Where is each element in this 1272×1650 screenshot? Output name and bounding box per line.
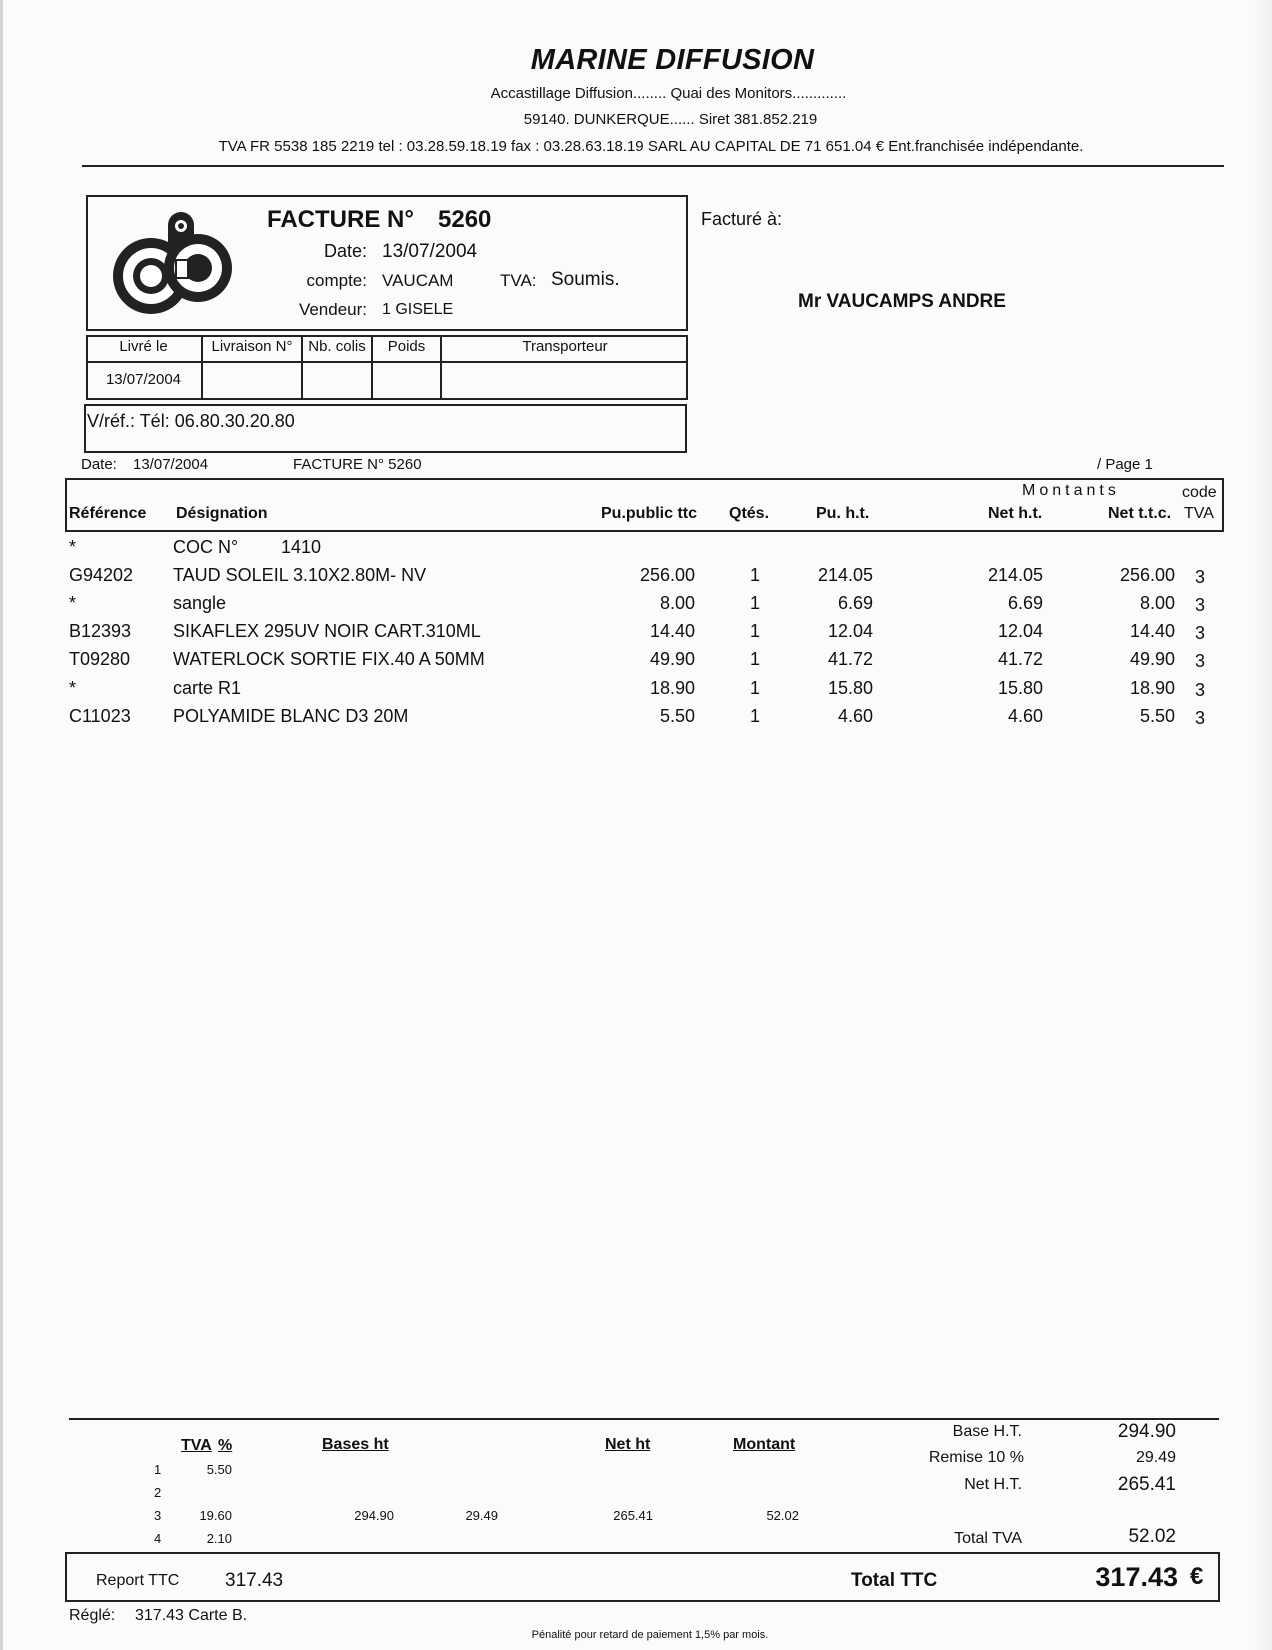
cell-reference: * xyxy=(69,678,77,698)
coc-number: 1410 xyxy=(281,537,322,557)
euro-icon: € xyxy=(1190,1563,1204,1590)
cell-public-price: 5.50 xyxy=(659,706,695,726)
coc-label: COC N° xyxy=(173,537,239,557)
cell-reference: B12393 xyxy=(69,621,132,641)
cell-reference: T09280 xyxy=(69,649,131,669)
col-header-amounts: Montants xyxy=(1022,482,1120,499)
report-ttc-label: Report TTC xyxy=(96,1572,180,1589)
reference-phone: V/réf.: Tél: 06.80.30.20.80 xyxy=(87,411,295,431)
cell-net-ht: 15.80 xyxy=(997,678,1043,698)
tva-header-net: Net ht xyxy=(605,1436,651,1453)
cell-unit-price: 15.80 xyxy=(827,678,873,698)
net-ht-label: Net H.T. xyxy=(964,1476,1022,1493)
cell-designation: WATERLOCK SORTIE FIX.40 A 50MM xyxy=(173,649,485,669)
tva-row-rate: 5.50 xyxy=(206,1462,232,1477)
cell-designation: POLYAMIDE BLANC D3 20M xyxy=(173,706,409,726)
cell-net-ht: 6.69 xyxy=(1007,593,1043,613)
delivery-header-packages: Nb. colis xyxy=(308,338,366,355)
tva-row-net: 265.41 xyxy=(613,1508,653,1523)
billed-to-name: Mr VAUCAMPS ANDRE xyxy=(798,291,1006,312)
discount-label: Remise 10 % xyxy=(928,1449,1024,1466)
cell-unit-price: 12.04 xyxy=(827,621,873,641)
col-header-tva: TVA xyxy=(1184,505,1214,522)
scan-left-edge xyxy=(0,0,3,1650)
base-ht-value: 294.90 xyxy=(1117,1421,1176,1442)
col-header-code: code xyxy=(1182,484,1217,501)
discount-value: 29.49 xyxy=(1135,1449,1176,1466)
col-header-net-ttc: Net t.t.c. xyxy=(1108,505,1172,522)
footer-divider xyxy=(69,1418,1219,1420)
cell-quantity: 1 xyxy=(749,706,760,726)
subheader-date: 13/07/2004 xyxy=(133,456,209,473)
cell-public-price: 18.90 xyxy=(649,678,695,698)
tva-row-remise: 29.49 xyxy=(465,1508,498,1523)
cell-net-ttc: 18.90 xyxy=(1129,678,1175,698)
cell-quantity: 1 xyxy=(749,621,760,641)
cell-quantity: 1 xyxy=(749,593,760,613)
cell-designation: TAUD SOLEIL 3.10X2.80M- NV xyxy=(173,565,427,585)
cell-net-ht: 214.05 xyxy=(987,565,1043,585)
invoice-tva-status: Soumis. xyxy=(551,269,620,290)
page-number: / Page 1 xyxy=(1097,456,1153,473)
total-ttc-value: 317.43 xyxy=(1095,1562,1178,1592)
col-header-unit-price: Pu. h.t. xyxy=(816,505,870,522)
tva-header-label: TVA xyxy=(181,1437,212,1454)
cell-net-ttc: 5.50 xyxy=(1139,706,1175,726)
col-header-public-price: Pu.public ttc xyxy=(601,505,697,522)
invoice-seller: 1 GISELE xyxy=(382,301,454,318)
subheader-date-label: Date: xyxy=(81,456,117,473)
cell-unit-price: 41.72 xyxy=(827,649,873,669)
company-name: MARINE DIFFUSION xyxy=(530,44,815,76)
cell-reference: G94202 xyxy=(69,565,134,585)
cell-public-price: 49.90 xyxy=(649,649,695,669)
cell-public-price: 8.00 xyxy=(659,593,695,613)
delivery-date: 13/07/2004 xyxy=(105,371,182,388)
cell-net-ttc: 14.40 xyxy=(1129,621,1175,641)
cell-net-ttc: 256.00 xyxy=(1119,565,1175,585)
invoice-date-label: Date: xyxy=(323,241,367,261)
header-divider xyxy=(82,165,1224,167)
cell-tva-code: 3 xyxy=(1195,567,1206,587)
cell-tva-code: 3 xyxy=(1195,595,1206,615)
report-ttc-value: 317.43 xyxy=(225,1570,284,1591)
invoice-number: 5260 xyxy=(438,206,492,233)
cell-public-price: 256.00 xyxy=(639,565,695,585)
cell-tva-code: 3 xyxy=(1195,708,1206,728)
cell-designation: carte R1 xyxy=(173,678,242,698)
total-tva-label: Total TVA xyxy=(954,1530,1022,1547)
subheader-invoice: FACTURE N° 5260 xyxy=(293,456,422,473)
cell-tva-code: 3 xyxy=(1195,651,1206,671)
company-legal-line: TVA FR 5538 185 2219 tel : 03.28.59.18.19 fax : 03.28.63.18.19 SARL AU CAPITAL DE 71 651.04 € Ent.franchisée indépendante. xyxy=(218,138,1084,155)
tva-header-percent: % xyxy=(218,1437,233,1454)
delivery-header-weight: Poids xyxy=(387,338,426,355)
col-header-reference: Référence xyxy=(69,505,147,522)
tva-row-index: 3 xyxy=(154,1508,162,1523)
tva-row-amount: 52.02 xyxy=(766,1508,799,1523)
cell-unit-price: 4.60 xyxy=(837,706,873,726)
delivery-table-divider xyxy=(86,361,688,363)
net-ht-value: 265.41 xyxy=(1117,1474,1176,1495)
paid-value: 317.43 Carte B. xyxy=(135,1607,248,1624)
cell-net-ttc: 49.90 xyxy=(1129,649,1175,669)
cell-reference: * xyxy=(69,593,77,613)
cell-net-ht: 41.72 xyxy=(997,649,1043,669)
cell-public-price: 14.40 xyxy=(649,621,695,641)
delivery-header-date: Livré le xyxy=(119,338,168,355)
tva-header-amount: Montant xyxy=(733,1436,796,1453)
company-address-line1: Accastillage Diffusion........ Quai des Monitors............. xyxy=(490,85,847,102)
cell-quantity: 1 xyxy=(749,678,760,698)
delivery-header-number: Livraison N° xyxy=(211,338,293,355)
cell-quantity: 1 xyxy=(749,649,760,669)
col-header-designation: Désignation xyxy=(176,505,268,522)
total-ttc-label: Total TTC xyxy=(851,1570,938,1591)
shackle-logo-icon xyxy=(106,206,246,326)
cell-tva-code: 3 xyxy=(1195,680,1206,700)
col-header-quantity: Qtés. xyxy=(729,505,770,522)
tva-row-index: 2 xyxy=(154,1485,162,1500)
cell-net-ht: 12.04 xyxy=(997,621,1043,641)
cell-quantity: 1 xyxy=(749,565,760,585)
paid-label: Réglé: xyxy=(69,1607,116,1624)
cell-reference: C11023 xyxy=(69,706,131,726)
tva-header-bases: Bases ht xyxy=(322,1436,389,1453)
tva-row-rate: 2.10 xyxy=(206,1531,232,1546)
cell-designation: SIKAFLEX 295UV NOIR CART.310ML xyxy=(173,621,481,641)
invoice-account-label: compte: xyxy=(306,271,367,290)
tva-row-index: 1 xyxy=(154,1462,162,1477)
invoice-date: 13/07/2004 xyxy=(382,241,478,262)
cell-unit-price: 6.69 xyxy=(837,593,873,613)
invoice-account: VAUCAM xyxy=(382,271,454,290)
cell-tva-code: 3 xyxy=(1195,623,1206,643)
cell-designation: sangle xyxy=(173,593,227,613)
company-address-line2: 59140. DUNKERQUE...... Siret 381.852.219 xyxy=(523,111,818,128)
tva-row-base: 294.90 xyxy=(354,1508,394,1523)
invoice-title: FACTURE N° xyxy=(267,206,414,233)
billed-to-label: Facturé à: xyxy=(701,209,783,229)
col-header-net-ht: Net h.t. xyxy=(988,505,1043,522)
cell-net-ttc: 8.00 xyxy=(1139,593,1175,613)
late-payment-note: Pénalité pour retard de paiement 1,5% par mois. xyxy=(531,1629,769,1641)
invoice-seller-label: Vendeur: xyxy=(298,300,367,319)
coc-star: * xyxy=(69,537,77,557)
delivery-header-carrier: Transporteur xyxy=(522,338,608,355)
base-ht-label: Base H.T. xyxy=(952,1423,1022,1440)
cell-unit-price: 214.05 xyxy=(817,565,873,585)
scan-right-edge xyxy=(1254,0,1272,1650)
invoice-tva-label: TVA: xyxy=(500,271,537,290)
tva-row-rate: 19.60 xyxy=(199,1508,232,1523)
tva-row-index: 4 xyxy=(154,1531,162,1546)
total-tva-value: 52.02 xyxy=(1128,1526,1176,1547)
cell-net-ht: 4.60 xyxy=(1007,706,1043,726)
